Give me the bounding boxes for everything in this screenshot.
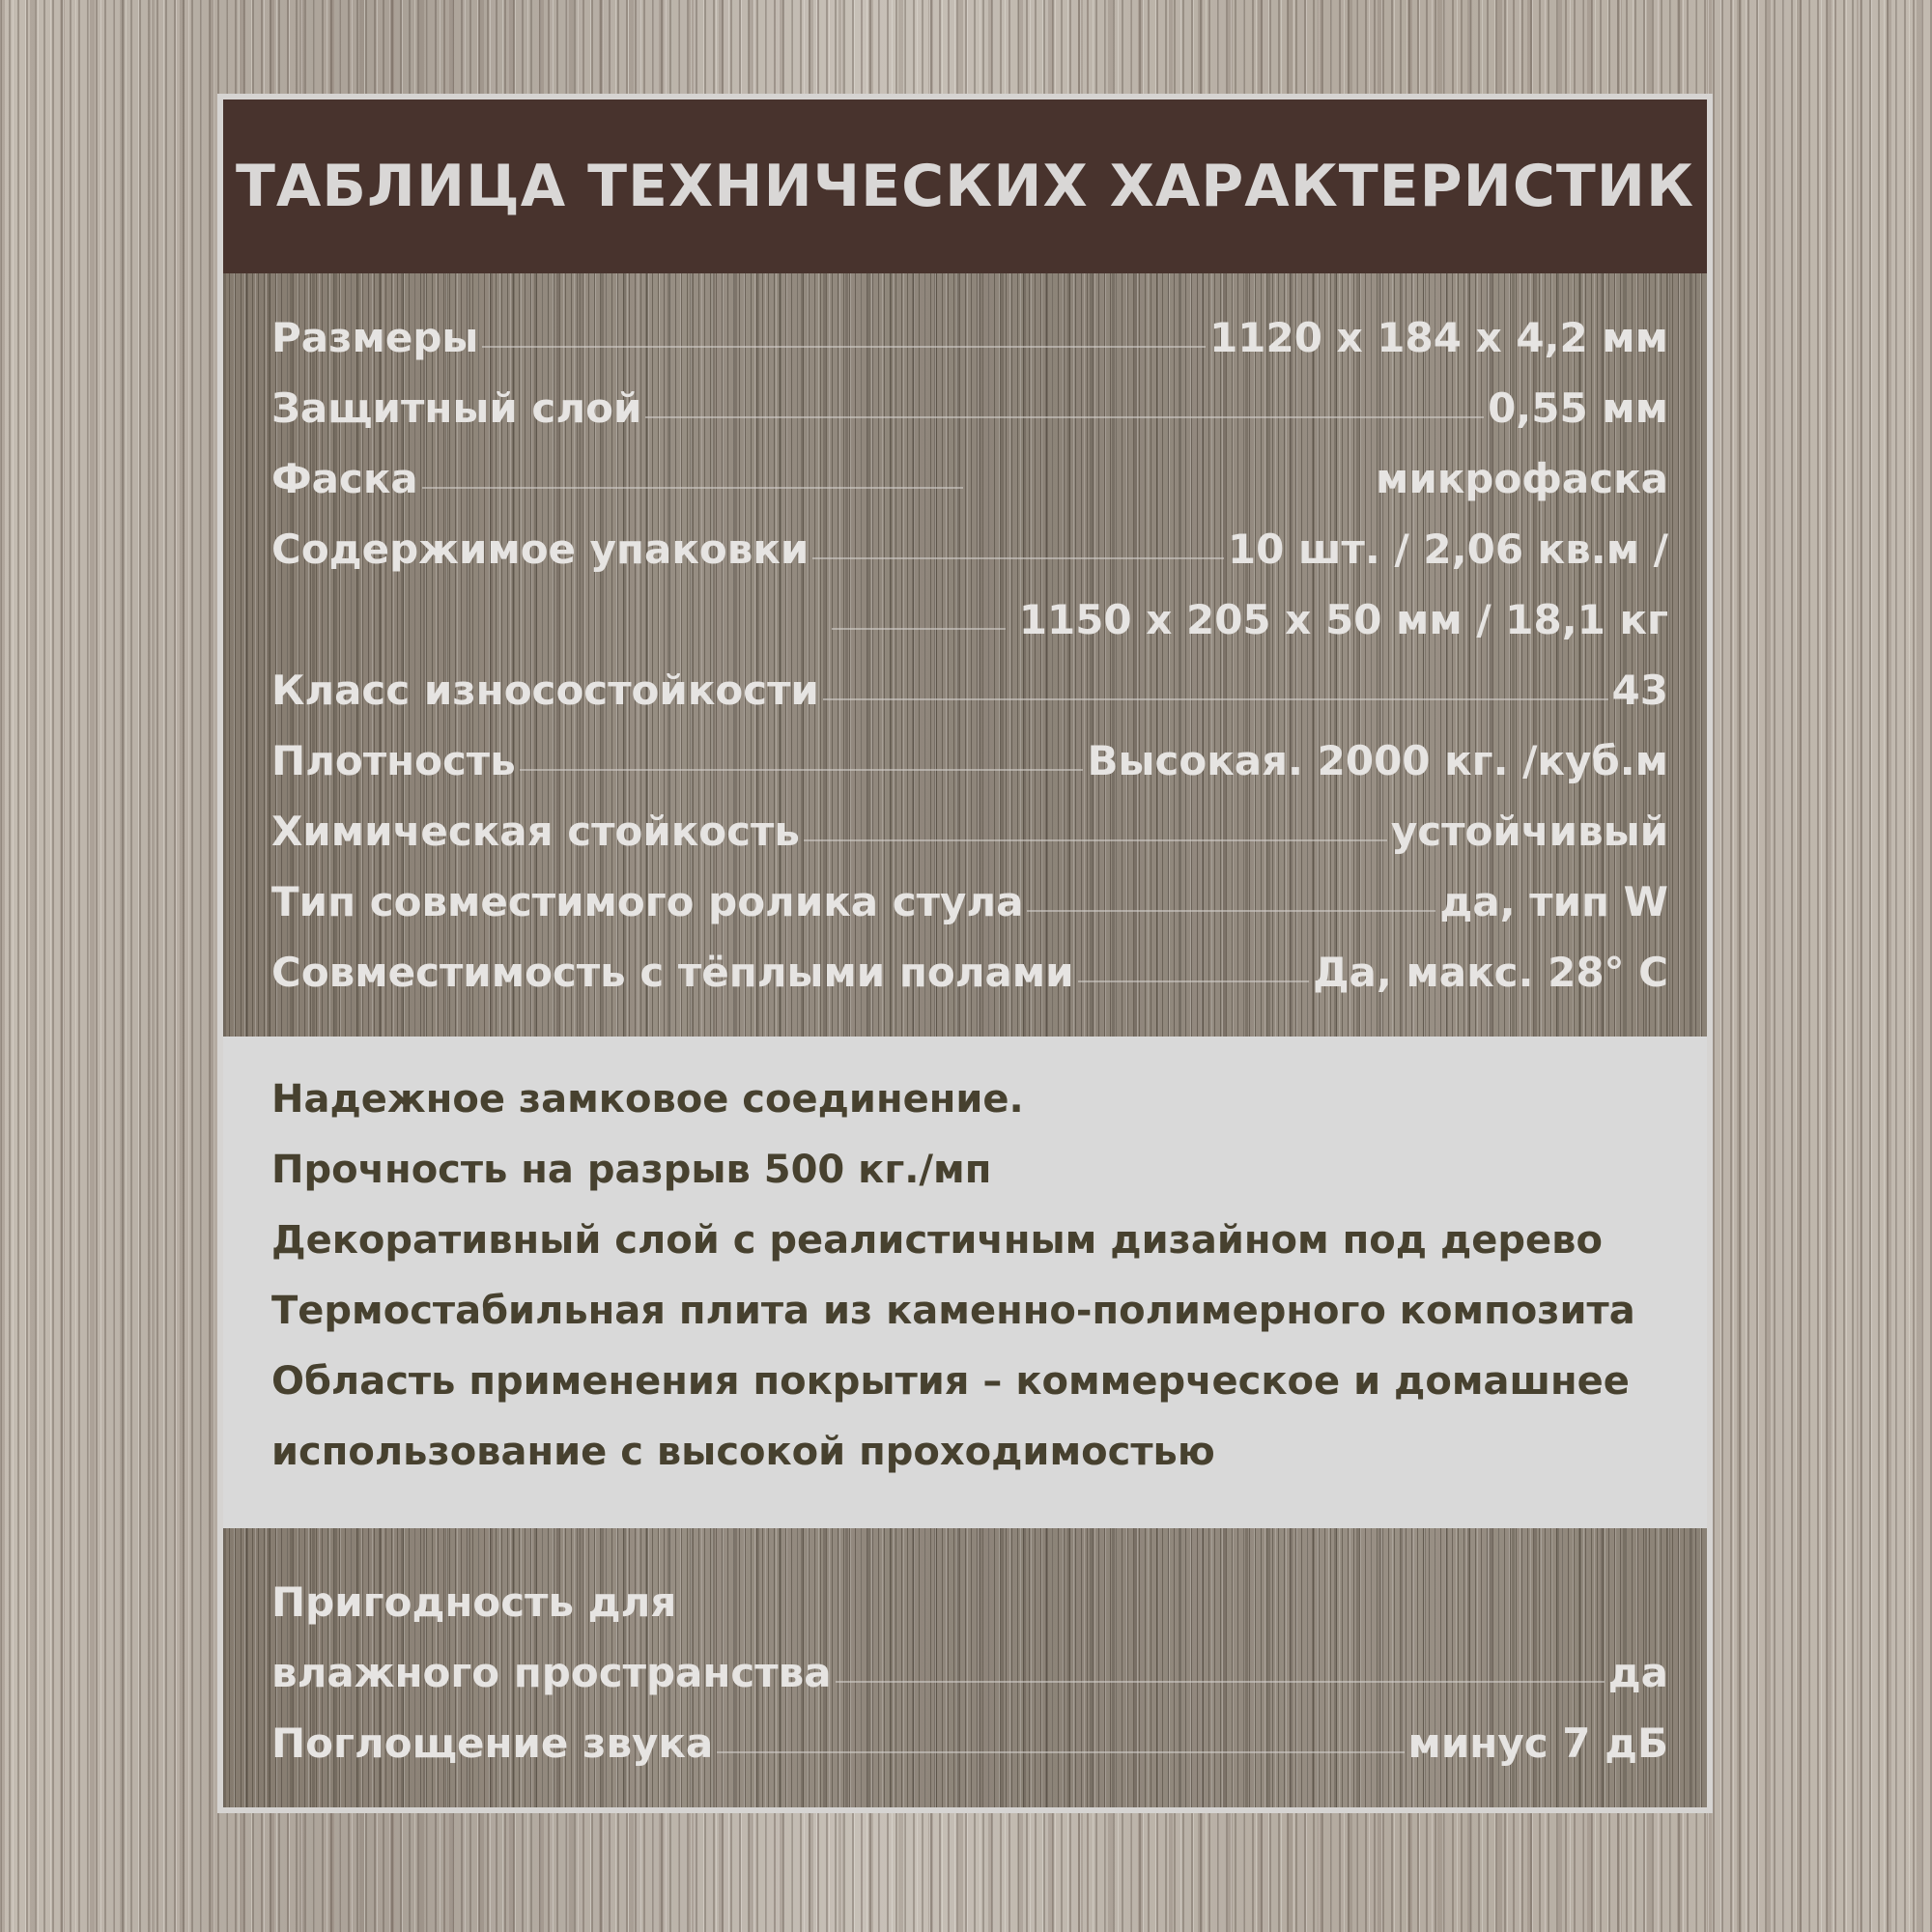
features-section (223, 1037, 1707, 1528)
spec-label: Поглощение звука (271, 1719, 714, 1767)
spec-label: Фаска (271, 455, 418, 502)
leader-line (1027, 910, 1435, 912)
spec-list-bottom (271, 1567, 1668, 1778)
spec-card (217, 94, 1713, 1813)
spec-row-underfloor-heating (271, 937, 1668, 1008)
title-bar (223, 99, 1707, 273)
spec-value: устойчивый (1390, 808, 1668, 855)
spec-value: 0,55 мм (1488, 384, 1668, 432)
feature-item: использование с высокой проходимостью (271, 1429, 1215, 1474)
spec-value: 43 (1611, 667, 1668, 714)
leader-line (520, 769, 1084, 771)
spec-row-package-contents-cont (271, 584, 1668, 655)
leader-line (836, 1681, 1605, 1683)
spec-row-sound-absorption (271, 1708, 1668, 1778)
leader-line (645, 416, 1484, 418)
spec-row-moisture (271, 1637, 1668, 1708)
spec-row-density (271, 725, 1668, 796)
spec-label: Содержимое упаковки (271, 526, 810, 573)
spec-row-wear-class (271, 655, 1668, 725)
spec-label: Тип совместимого ролика стула (271, 878, 1024, 925)
leader-line (832, 628, 1006, 630)
features-list (271, 1064, 1668, 1487)
spec-label: Плотность (271, 737, 516, 784)
feature-item: Прочность на разрыв 500 кг./мп (271, 1147, 992, 1192)
spec-value: 10 шт. / 2,06 кв.м / (1227, 526, 1668, 573)
leader-line (422, 487, 963, 489)
spec-value: 1150 x 205 x 50 мм / 18,1 кг (1018, 596, 1668, 643)
spec-row-wear-layer (271, 373, 1668, 443)
feature-item: Надежное замковое соединение. (271, 1076, 1024, 1122)
spec-value: 1120 x 184 x 4,2 мм (1209, 314, 1668, 361)
spec-row-bevel (271, 443, 1668, 514)
spec-list (271, 302, 1668, 1008)
spec-label: Размеры (271, 314, 479, 361)
spec-row-chair-castor (271, 867, 1668, 937)
spec-row-package-contents (271, 514, 1668, 584)
spec-row-dimensions (271, 302, 1668, 373)
leader-line (823, 698, 1608, 700)
leader-line (717, 1751, 1404, 1753)
spec-label: Класс износостойкости (271, 667, 819, 714)
spec-value: да, тип W (1439, 878, 1668, 925)
specs-section (223, 273, 1707, 1037)
leader-line (812, 557, 1224, 559)
spec-value: Да, макс. 28° C (1313, 949, 1668, 996)
spec-value: минус 7 дБ (1407, 1719, 1668, 1767)
feature-item: Декоративный слой с реалистичным дизайном под дерево (271, 1217, 1603, 1263)
spec-label: Пригодность для (271, 1578, 677, 1626)
feature-item: Область применения покрытия – коммерческое и домашнее (271, 1358, 1630, 1404)
leader-line (482, 346, 1206, 348)
spec-label: Совместимость с тёплыми полами (271, 949, 1074, 996)
spec-value: микрофаска (1376, 455, 1668, 502)
spec-label: Защитный слой (271, 384, 642, 432)
spec-value: Высокая. 2000 кг. /куб.м (1087, 737, 1668, 784)
page-title: ТАБЛИЦА ТЕХНИЧЕСКИХ ХАРАКТЕРИСТИК (235, 153, 1695, 220)
spec-row-chemical-resistance (271, 796, 1668, 867)
leader-line (804, 839, 1387, 841)
spec-value: да (1607, 1649, 1668, 1696)
spec-row-moisture-line1 (271, 1567, 1668, 1637)
leader-line (1078, 980, 1310, 982)
spec-label: влажного пространства (271, 1649, 832, 1696)
feature-item: Термостабильная плита из каменно-полимерного композита (271, 1288, 1635, 1333)
spec-label: Химическая стойкость (271, 808, 800, 855)
specs-bottom-section (223, 1528, 1707, 1807)
